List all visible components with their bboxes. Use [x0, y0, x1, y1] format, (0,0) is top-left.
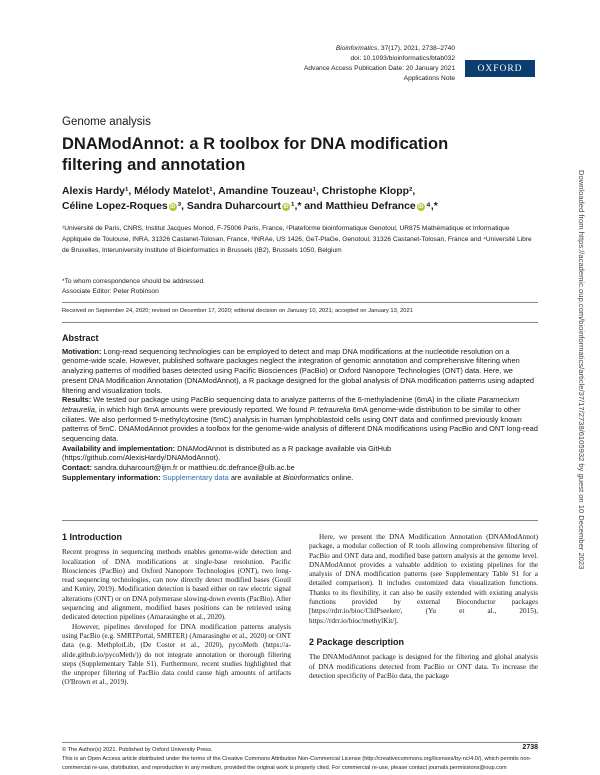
- intro-paragraph-2: However, pipelines developed for DNA modification patterns analysis using PacBio (e.g. SMRTPortal, SMRTER) (Amarasinghe et al., 2020) or ONT data (e.g. MethplotLib, (De Coster et al., 2020), pycoMeth (https://a-slide.github.io/pycoMeth/)) do not integrate annotation or thorough filtering steps (Supplementary Table S1). Furthermore, recent studies highlighted that the unproper filtering of PacBio data could cause high amounts of artifacts (O'Brown et al., 2019).: [62, 622, 291, 687]
- article-title: DNAModAnnot: a R toolbox for DNA modification filtering and annotation: [62, 135, 449, 174]
- abstract-contact: Contact: sandra.duharcourt@ijm.fr or matthieu.dc.defrance@ulb.ac.be: [62, 463, 295, 473]
- package-heading: 2 Package description: [309, 636, 405, 647]
- journal-name: Bioinformatics: [335, 45, 378, 52]
- page-number: 2738: [522, 744, 538, 751]
- divider: [62, 520, 538, 521]
- correspondence-block: [62, 277, 532, 297]
- right-paragraph-1: Here, we present the DNA Modification Annotation (DNAModAnnot) package, a modular collection of R tools allowing comprehensive filtering of PacBio and ONT data and, modified base pattern analysis at the genome level. DNAModAnnot provides a valuable addition to existing pipelines for the analysis of DNA modification patterns (see Supplementary Table S1 for a detailed comparison). It includes customized data visualization functions. Thanks to its flexibility, it can also be easily extended with existing analysis functions provided by external Bioconductor packages [https://rdrr.io/bioc/ChIPseeker/, (Yu et al., 2015), https://rdrr.io/bioc/methylKit/].: [309, 533, 538, 625]
- download-watermark: Downloaded from https://academic.oup.com/bioinformatics/article/37/17/2738/6105932 by guest on 10 December 2023: [577, 170, 586, 570]
- abstract-motivation: Motivation: Long-read sequencing technologies can be employed to detect and map DNA modifications at the nucleotide resolution on a genome-wide scale. However, published software packages neglect the integration of genomic annotation and comprehensive filtering when analyzing patterns of modified bases detected using Pacific Biosciences (PacBio) or Oxford Nanopore Technologies (ONT) data. Here, we present DNA Modification Annotation (DNAModAnnot), a R package designed for the global analysis of DNA modification patterns using adapted filtering and visualization tools.: [62, 346, 535, 395]
- oxford-logo: OXFORD: [465, 60, 535, 77]
- article-type: Applications Note: [403, 75, 455, 82]
- orcid-icon[interactable]: iD: [418, 204, 424, 210]
- abstract-results: Results: We tested our package using PacBio sequencing data to analyze patterns of the 6-methyladenine (6mA) in the ciliate Paramecium tetraurelia, in which high 6mA amounts were previously reported. We found P. tetraurelia 6mA genome-wide distribution to be similar to other ciliates. We also performed 5-methylcytosine (5mC) analysis in human lymphoblastoid cells using ONT data and confirmed previously known patterns of 5mC. DNAModAnnot provides a toolbox for the genome-wide analysis of different DNA modifications using PacBio and ONT long-read sequencing data.: [62, 395, 538, 444]
- journal-citation: , 37(17), 2021, 2738–2740: [377, 45, 455, 52]
- divider: [62, 322, 538, 323]
- associate-editor: Associate Editor: Peter Robinson: [62, 288, 159, 295]
- right-column: [309, 533, 538, 681]
- abstract: [62, 334, 538, 483]
- right-paragraph-2: The DNAModAnnot package is designed for the filtering and global analysis of DNA modifications detected from PacBio or ONT data. To increase the detection specificity of PacBio data, the package: [309, 653, 538, 680]
- intro-heading: 1 Introduction: [62, 532, 122, 542]
- footer: [62, 746, 538, 773]
- affiliations: ¹Université de Paris, CNRS, Institut Jacques Monod, F-75006 Paris, France, ²Plateforme bioinformatique Genotoul, UR875 Mathématique et Informatique Appliquée de Toulouse, INRA, 31326 Castanet-Tolosan, France, ³INRAe, US 1426, GeT-PlaGe, Genotoul, 31326 Castanet-Tolosan, France and ⁴Université Libre de Bruxelles, Interuniversity Institute of Bioinformatics in Brussels (IB2), Brussels 1050, Belgium: [62, 225, 532, 254]
- supplementary-link[interactable]: Supplementary data: [160, 472, 229, 482]
- orcid-icon[interactable]: iD: [283, 204, 289, 210]
- author-list: [62, 184, 532, 214]
- abstract-supplementary: Supplementary information: Supplementary data are available at Bioinformatics online.: [62, 472, 354, 482]
- divider: [62, 742, 538, 743]
- abstract-heading: Abstract: [62, 333, 99, 343]
- correspondence-note: *To whom correspondence should be addressed.: [62, 278, 205, 285]
- divider: [62, 302, 538, 303]
- intro-paragraph-1: Recent progress in sequencing methods enables genome-wide detection and localization of DNA modifications at single-base resolution. Pacific Biosciences (PacBio) and Oxford Nanopore Technologies (ONT), two long-read sequencing technologies, can now directly detect modified bases (Gouil and Keniry, 2019). Modification detection is based either on raw electric signal alterations (ONT) or on DNA polymerase slowing-down events (PacBio). After sequencing and alignment, modified bases positions can be retrieved using dedicated detection pipelines (Amarasinghe et al., 2020).: [62, 548, 291, 622]
- section-label: Genome analysis: [62, 116, 151, 128]
- received-dates: Received on September 24, 2020; revised on December 17, 2020; editorial decision on January 10, 2021; accepted on January 13, 2021: [62, 308, 413, 314]
- abstract-availability: Availability and implementation: DNAModAnnot is distributed as a R package available via GitHub (https://github.com/AlexisHardy/DNAModAnnot).: [62, 443, 392, 463]
- orcid-icon[interactable]: iD: [170, 204, 176, 210]
- journal-doi[interactable]: doi: 10.1093/bioinformatics/btab032: [350, 55, 455, 62]
- authors-line-1: Alexis Hardy¹, Mélody Matelot¹, Amandine Touzeau¹, Christophe Klopp²,: [62, 186, 416, 197]
- copyright: © The Author(s) 2021. Published by Oxford University Press.: [62, 747, 213, 753]
- authors-line-2: Céline Lopez-Roques iD ³, Sandra Duharcourt iD ¹,* and Matthieu Defrance iD ⁴,*: [62, 201, 438, 212]
- license-text: This is an Open Access article distributed under the terms of the Creative Commons Attribution Non-Commercial License (http://creativecommons.org/licenses/by-nc/4.0/), which permits non-commercial re-use, distribution, and reproduction in any medium, provided the original work is properly cited. For commercial re-use, please contact journals.permissions@oup.com: [62, 756, 532, 771]
- journal-header: [304, 44, 455, 84]
- left-column: [62, 533, 291, 688]
- advance-access-date: Advance Access Publication Date: 20 January 2021: [303, 65, 455, 72]
